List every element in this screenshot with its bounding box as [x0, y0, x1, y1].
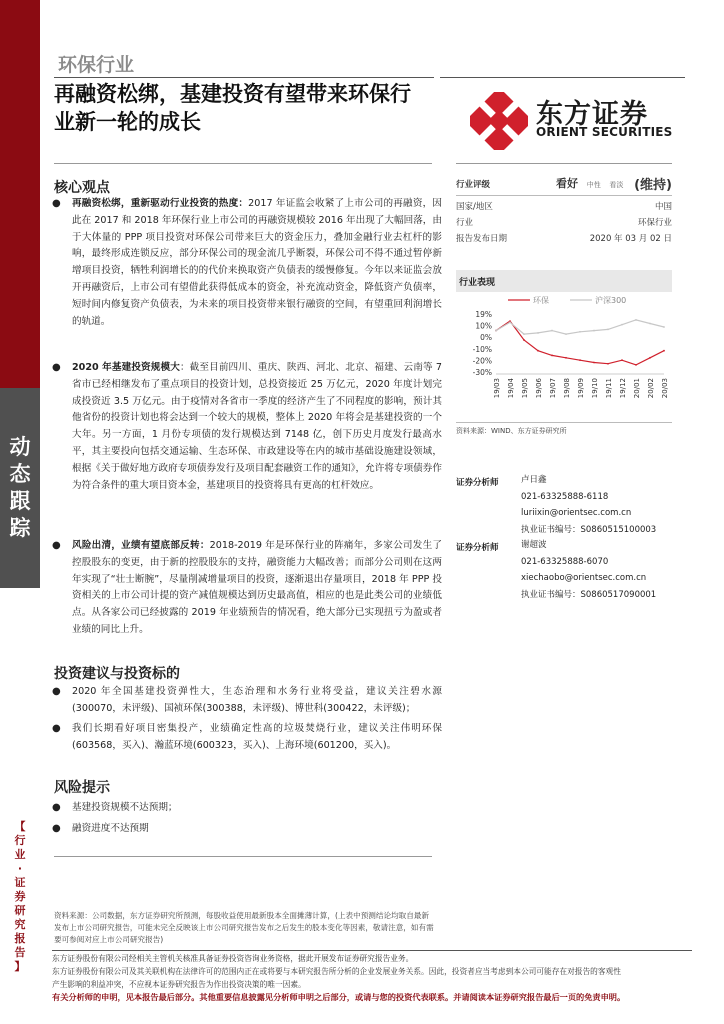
data-point [635, 319, 637, 321]
y-tick-label: -20% [472, 356, 492, 366]
side-bot-char: 【 [14, 820, 26, 833]
x-tick-label: 19/10 [591, 378, 599, 399]
bullet-lead: 再融资松绑，重新驱动行业投资的热度： [72, 198, 249, 209]
bullet-dot-icon: ● [52, 540, 61, 551]
rating-neutral: 中性 [586, 181, 601, 189]
data-point [579, 331, 581, 333]
chart-source: 资料来源：WIND、东方证券研究所 [456, 427, 567, 435]
core-bullet [52, 196, 442, 330]
invest-heading: 投资建议与投资标的 [54, 666, 180, 682]
analyst-email[interactable]: luriixin@orientsec.com.cn [521, 508, 632, 518]
x-tick-label: 19/07 [549, 378, 557, 399]
invest-bullet [52, 721, 442, 755]
bullet-text: 2020 年全国基建投资弹性大，生态治理和水务行业将受益，建议关注碧水源(300070，未评级)、国祯环保(300388，未评级)、博世科(300422，未评级)； [72, 686, 442, 714]
bullet-text: 融资进度不达预期 [72, 823, 149, 834]
data-point [635, 364, 637, 366]
analyst-cert: 执业证书编号：S0860517090001 [521, 589, 657, 600]
analyst-phone: 021-63325888-6118 [521, 491, 609, 502]
footer-line: 东方证券股份有限公司经相关主管机关核准具备证券投资咨询业务资格，据此开展发布证券研究报告业务。 [52, 954, 414, 963]
data-point [593, 330, 595, 332]
performance-heading: 行业表现 [456, 270, 672, 292]
source-note [54, 910, 434, 946]
info-row [456, 216, 672, 228]
analyst-phone: 021-63325888-6070 [521, 556, 609, 567]
logo-mark-icon [470, 92, 528, 150]
core-heading: 核心观点 [54, 180, 110, 196]
y-tick-label: -30% [472, 368, 492, 377]
bullet-text: 2017 年证监会收紧了上市公司的再融资，因此在 2017 和 2018 年环保行业上市公司的再融资规模较 2016 年出现了大幅回落，由于大体量的 PPP 项目投资对环保公司带来巨大的资金压力，叠加金融行业去杠杆的影响，最终形成连锁反应，部分环保公司的现金流几乎断裂，环保公司不得不通过暂停新增项目投资，牺牲利润增长的的代价来换取资产负债表的缓慢修复。今年以来证监会放开再融资后，上市公司有望借此获得低成本的资金，补充流动资金，降低资产负债率，短时间内修复资产负债表，为未来的项目投资带来银行融资的空间，有望重回利润增长的轨道。 [72, 198, 443, 327]
report-title-line: 再融资松绑，基建投资有望带来环保行 [54, 82, 411, 106]
core-bullet [52, 538, 442, 639]
core-bullet [52, 360, 442, 494]
bullet-text: 2018-2019 年是环保行业的阵痛年，多家公司发生了控股股东的变更，由于新的控股股东的支持，融资能力大幅改善；而部分公司则在这两年实现了“壮士断腕”，尽量削减增量项目的投资，逐渐退出存量项目，2018 年 PPP 投资相关的上市公司计提的资产减值规模达到历史最高值，相应的也是此类公司的业绩低点。从各家公司已经披露的 2019 年业绩预告的情况看，绝大部分已实现扭亏为盈或者业绩的同比上升。 [72, 540, 443, 635]
data-point [551, 330, 553, 332]
rating-current: 看好 [556, 177, 578, 190]
side-bot-char: 】 [14, 960, 26, 973]
rating-label: 行业评级 [456, 180, 491, 190]
title-rule-right [440, 77, 685, 78]
footer-notice: 有关分析师的申明，见本报告最后部分。其他重要信息披露见分析师申明之后部分，或请与您的投资代表联系。并请阅读本证券研究报告最后一页的免责申明。 [52, 992, 626, 1002]
data-point [607, 363, 609, 365]
data-point [593, 362, 595, 364]
source-rule [54, 856, 432, 857]
analyst-cert: 执业证书编号：S0860515100003 [521, 524, 657, 535]
bullet-dot-icon: ● [52, 362, 61, 373]
x-tick-label: 19/04 [507, 378, 515, 399]
data-point [537, 350, 539, 352]
side-tab-char: 动 [9, 435, 31, 459]
risk-bullet [52, 800, 442, 817]
analyst-label: 证券分析师 [456, 478, 499, 488]
series-line [496, 321, 664, 365]
bullet-dot-icon: ● [52, 823, 61, 834]
legend-label: 环保 [533, 296, 549, 305]
data-point [663, 350, 665, 352]
side-bot-char: 报 [14, 932, 26, 945]
logo-name-cn: 东方证券 [536, 99, 648, 130]
side-bot-char: 业 [14, 848, 26, 861]
bullet-lead: 2020 年基建投资规模大 [72, 362, 180, 373]
x-tick-label: 20/02 [647, 378, 655, 399]
x-tick-label: 19/03 [493, 378, 501, 399]
info-label: 国家/地区 [456, 202, 493, 212]
bullet-dot-icon: ● [52, 723, 61, 734]
footer-disclaimer [52, 952, 692, 991]
data-point [579, 359, 581, 361]
report-title [54, 80, 434, 136]
bullet-dot-icon: ● [52, 802, 61, 813]
info-value: 2020 年 03 月 02 日 [589, 234, 672, 244]
side-tab-report-type [0, 820, 40, 980]
analyst-name: 卢日鑫 [521, 475, 547, 485]
footer-line: 东方证券股份有限公司及其关联机构在法律许可的范围内正在或将要与本研究报告所分析的企业发展业务关系。因此，投资者应当考虑到本公司可能存在对报告的客观性 [52, 967, 621, 976]
data-point [607, 328, 609, 330]
legend-label: 沪深300 [595, 296, 627, 305]
x-tick-label: 19/08 [563, 378, 571, 399]
analyst-email[interactable]: xiechaobo@orientsec.com.cn [521, 573, 647, 583]
bullet-text: ：截至目前四川、重庆、陕西、河北、北京、福建、云南等 7 省市已经相继发布了重点项目的投资计划，总投资接近 25 万亿元，2020 年度计划完成投资近 3.5 万亿元。由于疫情对各省市一季度的经济产生了不同程度的影响，预计其他省份的投资计划也将会达到一个较大的规模，整体上 2020 年将会是基建投资的一个大年。另一方面，1 月份专项债的发行规模达到 7148 亿，创下历史月度发行最高水平，其主要投向包括交通运输、生态环保、市政建设等在内的城市基础设施建设领域，根据《关于做好地方政府专项债券发行及项目配套融资工作的通知》，允许将专项债券作为符合条件的重大项目资本金，基建项目的投资将具有更高的杠杆效应。 [72, 362, 443, 491]
y-tick-label: 19% [475, 310, 492, 319]
analyst-block [521, 537, 656, 603]
side-bot-char: 研 [14, 904, 26, 917]
data-point [509, 321, 511, 323]
x-tick-label: 20/03 [661, 378, 669, 399]
side-band-top [0, 0, 40, 388]
x-tick-label: 19/09 [577, 378, 585, 399]
bullet-text: 我们长期看好项目密集投产，业绩确定性高的垃圾焚烧行业，建议关注伟明环保(603568，买入)、瀚蓝环境(600323，买入)、上海环境(601200，买入)。 [72, 723, 442, 751]
info-label: 行业 [456, 218, 474, 228]
analyst-label: 证券分析师 [456, 543, 499, 553]
source-line: 资料来源：公司数据，东方证券研究所预测，每股收益使用最新股本全面摊薄计算，(上表中预测结论均取自最新 [54, 911, 430, 920]
source-line: 发布上市公司研究报告，可能未完全反映该上市公司研究报告发布之后发生的股本变化等因素，敬请注意，如有需 [54, 923, 434, 932]
source-line: 要可参阅对应上市公司研究报告) [54, 935, 164, 944]
analyst-block [521, 472, 656, 538]
x-tick-label: 19/12 [619, 378, 627, 399]
report-title-line: 业新一轮的成长 [54, 110, 201, 134]
rating-rule [456, 195, 672, 196]
x-tick-label: 19/11 [605, 378, 613, 399]
info-label: 报告发布日期 [456, 234, 508, 244]
side-bot-char: 究 [14, 918, 26, 931]
footer-line: 产生影响的利益冲突，不应视本证券研究报告为作出投资决策的唯一因素。 [52, 980, 306, 989]
side-bot-char: 证 [14, 876, 26, 889]
side-tab-dynamic-tracking [0, 388, 40, 588]
side-bot-char: 行 [14, 834, 26, 847]
bullet-text: 基建投资规模不达预期； [72, 802, 178, 813]
info-value: 环保行业 [637, 218, 672, 228]
data-point [537, 332, 539, 334]
side-bot-char: · [17, 862, 23, 875]
rating-row [456, 177, 672, 193]
x-tick-label: 20/01 [633, 378, 641, 399]
rating-negative: 看淡 [609, 181, 624, 189]
info-value: 中国 [654, 202, 672, 212]
performance-chart [456, 292, 672, 410]
data-point [495, 330, 497, 332]
chart-source-rule [456, 422, 672, 423]
rating-top-rule [456, 163, 672, 164]
sector-label: 环保行业 [58, 54, 135, 76]
data-point [663, 326, 665, 328]
x-tick-label: 19/06 [535, 378, 543, 399]
title-rule [54, 77, 434, 78]
side-tab-char: 态 [9, 462, 31, 486]
side-tab-char: 跟 [9, 489, 31, 513]
bullet-dot-icon: ● [52, 686, 61, 697]
data-point [621, 359, 623, 361]
data-point [523, 339, 525, 341]
x-tick-label: 19/05 [521, 378, 529, 399]
data-point [649, 357, 651, 359]
y-tick-label: 0% [480, 333, 492, 343]
risk-heading: 风险提示 [54, 780, 110, 796]
analyst-name: 谢超波 [521, 540, 547, 550]
risk-bullet [52, 821, 442, 838]
info-row [456, 200, 672, 212]
y-tick-label: 10% [475, 321, 492, 331]
bullet-dot-icon: ● [52, 198, 61, 209]
bullet-lead: 风险出清，业绩有望底部反转： [72, 540, 210, 551]
y-tick-label: -10% [472, 344, 492, 354]
data-point [565, 357, 567, 359]
info-row [456, 232, 672, 244]
data-point [621, 324, 623, 326]
footer-rule [52, 950, 692, 951]
invest-bullet [52, 684, 442, 718]
data-point [565, 333, 567, 335]
logo-name-en: ORIENT SECURITIES [536, 125, 673, 139]
data-point [649, 323, 651, 325]
data-point [551, 355, 553, 357]
orient-securities-logo [470, 92, 680, 142]
data-point [523, 333, 525, 335]
side-tab-char: 踪 [9, 516, 31, 540]
side-bot-char: 券 [14, 890, 26, 903]
rating-status: (维持) [634, 178, 672, 193]
title-bottom-rule [54, 163, 432, 164]
side-bot-char: 告 [14, 946, 26, 959]
